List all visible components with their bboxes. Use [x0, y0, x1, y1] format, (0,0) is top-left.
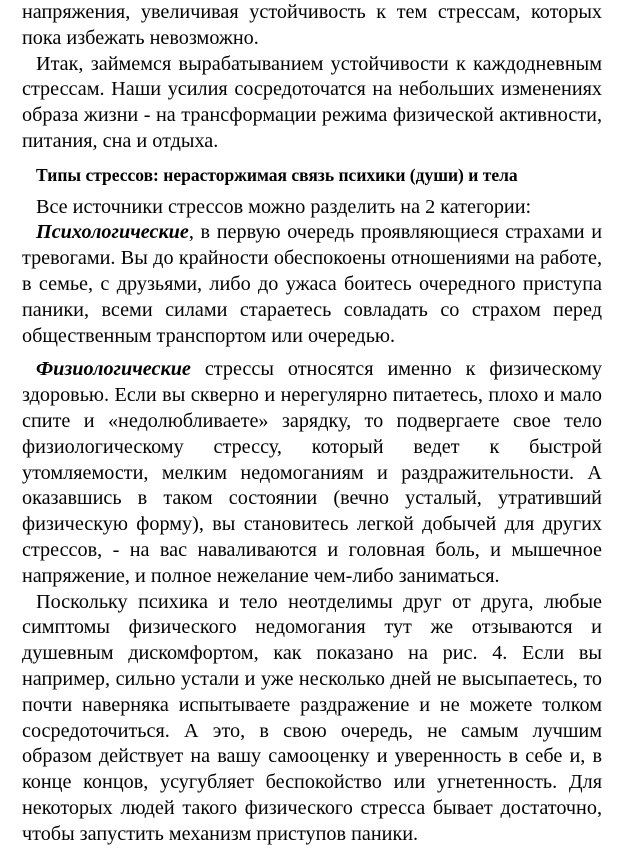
- paragraph-physiological-text: стрессы относятся именно к физическому здоровью. Если вы скверно и нерегулярно питаетесь, плохо и мало спите и «недолюбливаете» зарядку, то подвергаете свое тело физиологическому стрессу, который ведет к быстрой утомляемости, мелким недомоганиям и раздражительности. А оказавшись в таком состоянии (вечно усталый, утративший физическую форму), вы становитесь легкой добычей для других стрессов, - на вас наваливаются и головная боль, и мышечное напряжение, и полное нежелание чем-либо заниматься.: [22, 358, 602, 587]
- document-page: [22, 0, 602, 848]
- term-psychological: Психологические: [36, 221, 189, 244]
- paragraph-categories: Все источники стрессов можно разделить на 2 категории:: [36, 195, 532, 218]
- paragraph-psychological: [22, 220, 602, 349]
- paragraph-mind-body: Поскольку психика и тело неотделимы друг от друга, любые симптомы физического недомогания тут же отзываются и душевным дискомфортом, как показано на рис. 4. Если вы например, сильно устали и уже несколько дней не высыпаетесь, то почти наверняка испытываете раздражение и не можете толком сосредоточиться. А это, в свою очередь, не самым лучшим образом действует на вашу самооценку и уверенность в себе и, в конце концов, усугубляет беспокойство или угнетенность. Для некоторых людей такого физического стресса бывает достаточно, чтобы запустить механизм приступов паники.: [22, 590, 602, 845]
- section-heading: Типы стрессов: нерасторжимая связь психики (души) и тела: [36, 164, 518, 185]
- paragraph-intro: Итак, займемся вырабатыванием устойчивости к каждодневным стрессам. Наши усилия сосредоточатся на небольших изменениях образа жизни - на трансформации режима физической активности, питания, сна и отдыха.: [22, 52, 602, 152]
- paragraph-continuation: напряжения, увеличивая устойчивость к тем стрессам, которых пока избежать невозможно.: [22, 1, 602, 49]
- paragraph-physiological: [22, 357, 602, 589]
- term-physiological: Физиологические: [36, 358, 191, 381]
- paragraph-psychological-text: , в первую очередь проявляющиеся страхами и тревогами. Вы до крайности обеспокоены отношениями на работе, в семье, с друзьями, либо до ужаса боитесь очередного приступа паники, всеми силами стараетесь совладать со страхом перед общественным транспортом или очередью.: [22, 221, 602, 347]
